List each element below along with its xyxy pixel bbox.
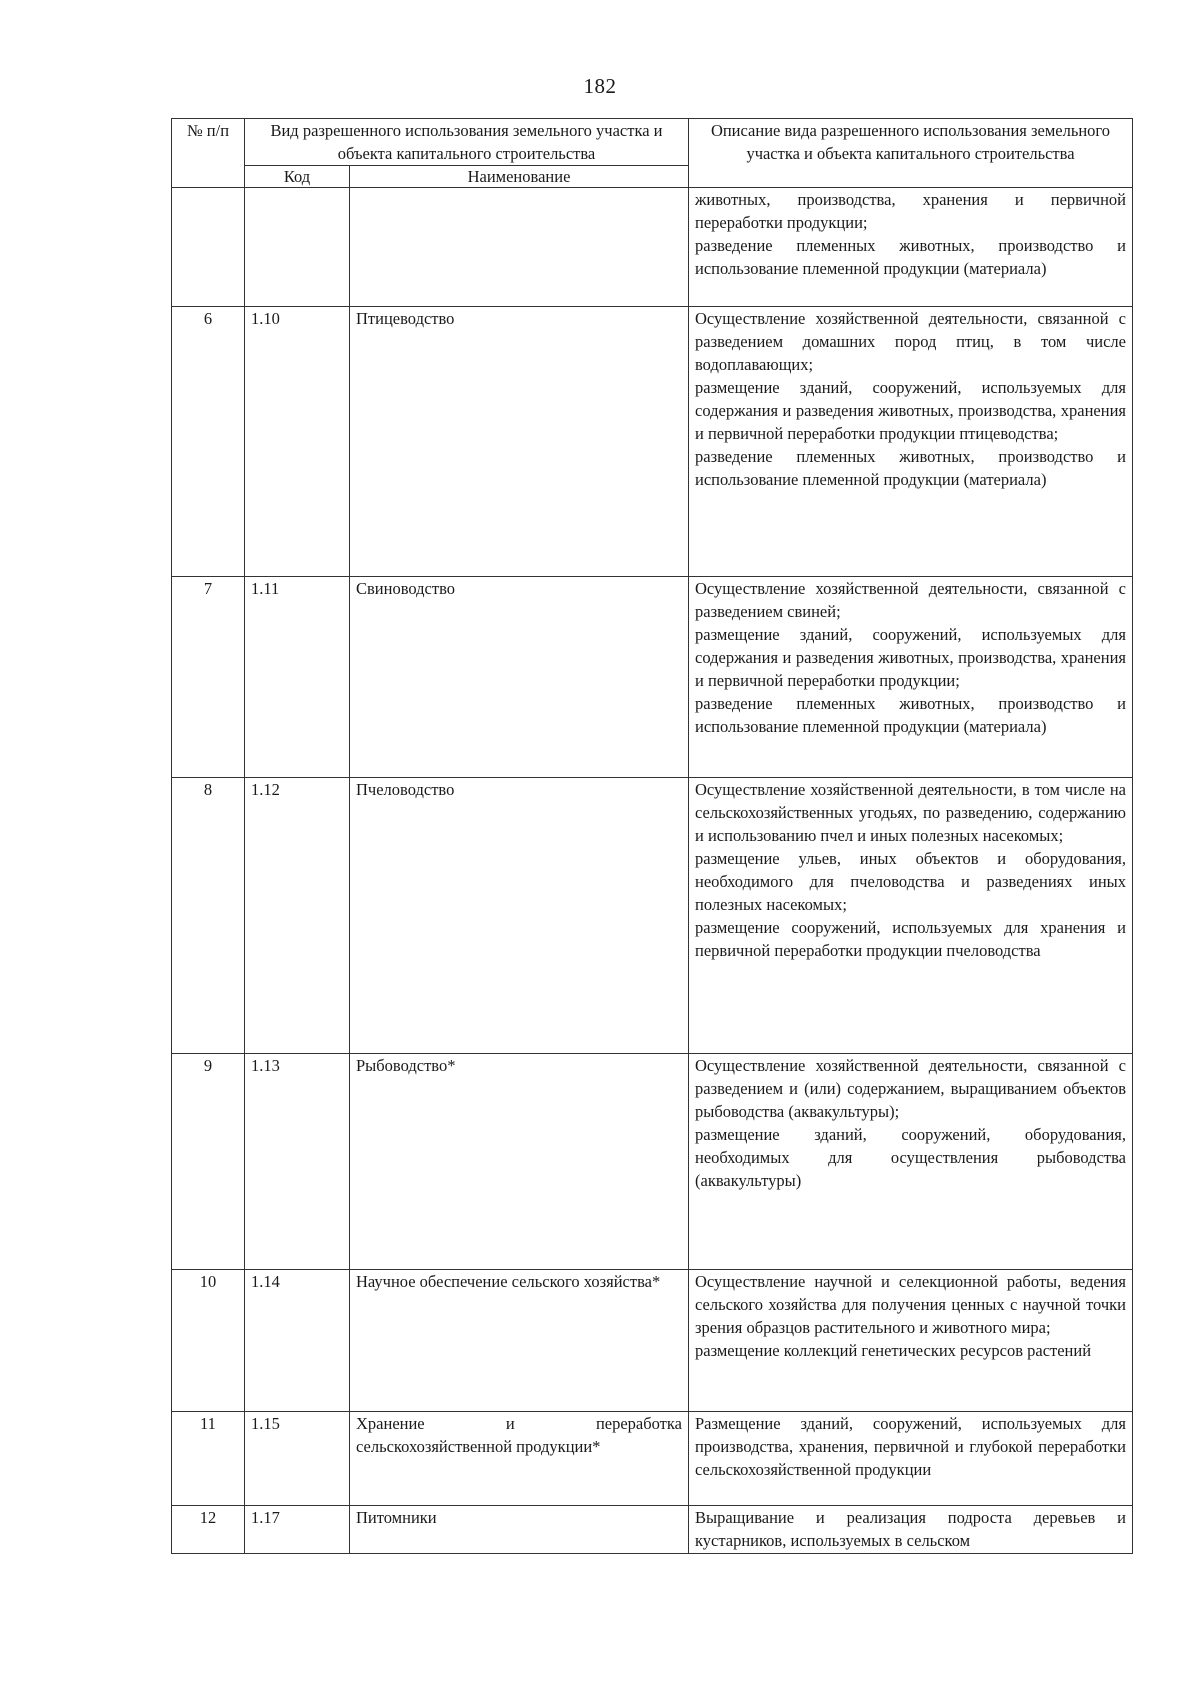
row-code: 1.13: [245, 1054, 350, 1270]
description-paragraph: размещение сооружений, используемых для хранения и первичной переработки продукции пчеловодства: [695, 918, 1126, 960]
row-code: 1.15: [245, 1412, 350, 1506]
row-name: Рыбоводство*: [350, 1054, 689, 1270]
row-name: Питомники: [350, 1506, 689, 1554]
row-name: [350, 188, 689, 307]
table-row: [172, 307, 1133, 577]
table-row: [172, 778, 1133, 1054]
description-paragraph: Осуществление хозяйственной деятельности, в том числе на сельскохозяйственных угодьях, по разведению, содержанию и использованию пчел и иных полезных насекомых;: [695, 780, 1126, 845]
row-number: 7: [172, 577, 245, 778]
land-use-table: [171, 118, 1133, 1554]
page-number: 182: [583, 74, 617, 98]
row-code: 1.11: [245, 577, 350, 778]
description-paragraph: разведение племенных животных, производство и использование племенной продукции (материала): [695, 236, 1126, 278]
header-permitted-use: Вид разрешенного использования земельного участка и объекта капитального строительства: [245, 119, 689, 166]
table-row: [172, 188, 1133, 307]
description-paragraph: Осуществление хозяйственной деятельности, связанной с разведением и (или) содержанием, выращиванием объектов рыбоводства (аквакультуры);: [695, 1056, 1126, 1121]
row-description: [689, 1506, 1133, 1554]
row-description: [689, 1054, 1133, 1270]
row-code: 1.14: [245, 1270, 350, 1412]
description-paragraph: размещение зданий, сооружений, оборудования, необходимых для осуществления рыбоводства (аквакультуры): [695, 1125, 1126, 1190]
row-name: Свиноводство: [350, 577, 689, 778]
row-description: [689, 188, 1133, 307]
row-description: [689, 307, 1133, 577]
row-description: [689, 1412, 1133, 1506]
description-paragraph: размещение коллекций генетических ресурсов растений: [695, 1341, 1092, 1360]
row-number: 6: [172, 307, 245, 577]
row-name: Птицеводство: [350, 307, 689, 577]
row-name: Хранение и переработка сельскохозяйственной продукции*: [350, 1412, 689, 1506]
row-description: [689, 1270, 1133, 1412]
row-code: 1.10: [245, 307, 350, 577]
table-row: [172, 1506, 1133, 1554]
description-paragraph: разведение племенных животных, производство и использование племенной продукции (материала): [695, 447, 1126, 489]
description-paragraph: Осуществление хозяйственной деятельности, связанной с разведением домашних пород птиц, в том числе водоплавающих;: [695, 309, 1126, 374]
description-paragraph: размещение зданий, сооружений, используемых для содержания и разведения животных, производства, хранения и первичной переработки продукции птицеводства;: [695, 378, 1126, 443]
table-row: [172, 1270, 1133, 1412]
header-description: Описание вида разрешенного использования земельного участка и объекта капитального строительства: [689, 119, 1133, 188]
description-paragraph: Осуществление хозяйственной деятельности, связанной с разведением свиней;: [695, 579, 1126, 621]
row-number: 8: [172, 778, 245, 1054]
description-paragraph: животных, производства, хранения и первичной переработки продукции;: [695, 190, 1126, 232]
row-number: [172, 188, 245, 307]
header-name: Наименование: [350, 166, 689, 188]
description-paragraph: размещение ульев, иных объектов и оборудования, необходимого для пчеловодства и разведениях иных полезных насекомых;: [695, 849, 1126, 914]
row-name: Научное обеспечение сельского хозяйства*: [350, 1270, 689, 1412]
description-paragraph: Осуществление научной и селекционной работы, ведения сельского хозяйства для получения ценных с научной точки зрения образцов растительного и животного мира;: [695, 1272, 1126, 1337]
row-code: 1.12: [245, 778, 350, 1054]
header-number: № п/п: [172, 119, 245, 188]
description-paragraph: разведение племенных животных, производство и использование племенной продукции (материала): [695, 694, 1126, 736]
table-row: [172, 577, 1133, 778]
row-number: 11: [172, 1412, 245, 1506]
description-paragraph: Размещение зданий, сооружений, используемых для производства, хранения, первичной и глубокой переработки сельскохозяйственной продукции: [695, 1414, 1126, 1479]
row-description: [689, 577, 1133, 778]
row-number: 9: [172, 1054, 245, 1270]
row-number: 10: [172, 1270, 245, 1412]
description-paragraph: размещение зданий, сооружений, используемых для содержания и разведения животных, производства, хранения и первичной переработки продукции;: [695, 625, 1126, 690]
header-code: Код: [245, 166, 350, 188]
row-number: 12: [172, 1506, 245, 1554]
row-description: [689, 778, 1133, 1054]
row-code: [245, 188, 350, 307]
row-name: Пчеловодство: [350, 778, 689, 1054]
description-paragraph: Выращивание и реализация подроста деревьев и кустарников, используемых в сельском: [695, 1508, 1126, 1550]
table-row: [172, 1054, 1133, 1270]
table-row: [172, 1412, 1133, 1506]
row-code: 1.17: [245, 1506, 350, 1554]
